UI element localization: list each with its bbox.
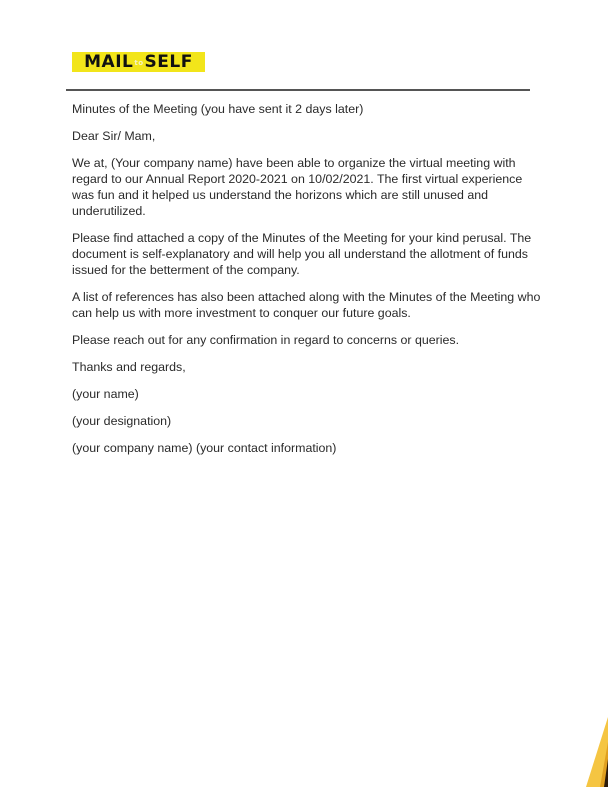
letter-body: [72, 101, 542, 467]
signature-company-contact: (your company name) (your contact information): [72, 441, 337, 455]
header-divider: [66, 89, 530, 91]
letter-subject: Minutes of the Meeting (you have sent it 2 days later): [72, 102, 364, 116]
mail-to-self-logo: [72, 52, 205, 72]
letter-closing: Thanks and regards,: [72, 360, 186, 374]
logo-text-to: to: [134, 59, 144, 67]
signature-designation: (your designation): [72, 414, 172, 428]
signature-name: (your name): [72, 387, 139, 401]
corner-decoration-icon: [568, 697, 608, 787]
logo-text-mail: MAIL: [84, 52, 134, 72]
logo-text-self: SELF: [144, 52, 193, 72]
letter-paragraph: We at, (Your company name) have been able to organize the virtual meeting with regard to our Annual Report 2020-2021 on 10/02/2021. The first virtual experience was fun and it helped us understand the horizons which are still unused and underutilized.: [72, 156, 523, 218]
letter-paragraph: Please reach out for any confirmation in regard to concerns or queries.: [72, 333, 460, 347]
letter-paragraph: Please find attached a copy of the Minutes of the Meeting for your kind perusal. The document is self-explanatory and will help you all understand the allotment of funds issued for the betterment of the company.: [72, 231, 532, 277]
letter-paragraph: A list of references has also been attached along with the Minutes of the Meeting who can help us with more investment to conquer our future goals.: [72, 290, 541, 320]
letter-salutation: Dear Sir/ Mam,: [72, 129, 156, 143]
